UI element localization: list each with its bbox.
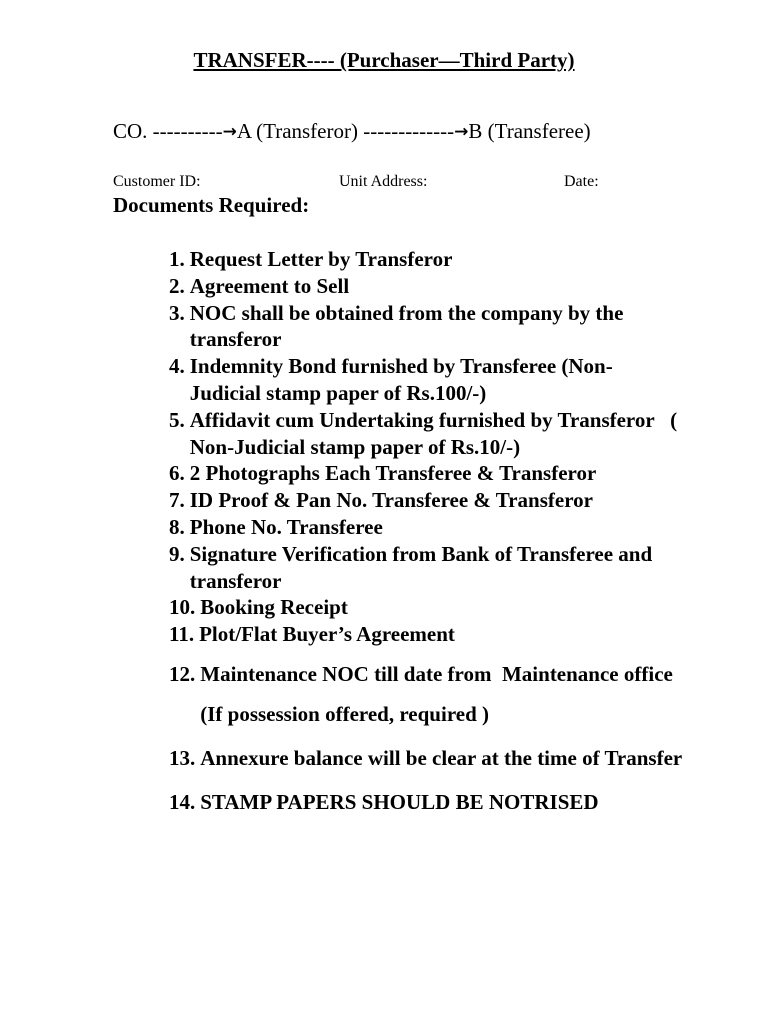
- list-item: [169, 594, 689, 621]
- list-item: [169, 407, 689, 461]
- list-item-number: 9.: [169, 541, 185, 566]
- list-item: [169, 487, 689, 514]
- list-item-number: 5.: [169, 407, 185, 432]
- list-item-number: 7.: [169, 488, 185, 513]
- list-item-text: Annexure balance will be clear at the time of Transfer: [200, 745, 683, 770]
- list-item: [169, 782, 689, 822]
- list-item: [169, 353, 689, 407]
- transfer-flow: [113, 119, 591, 144]
- list-item-number: 12.: [169, 661, 196, 686]
- list-item-number: 10.: [169, 595, 196, 620]
- right-arrow-icon: →: [454, 122, 469, 142]
- list-item: [169, 621, 689, 648]
- unit-address-label: Unit Address:: [339, 173, 428, 190]
- list-item-number: 6.: [169, 461, 185, 486]
- list-item: [169, 514, 689, 541]
- list-item-text: Plot/Flat Buyer’s Agreement: [199, 622, 455, 647]
- list-item: [169, 654, 689, 734]
- document-title: TRANSFER---- (Purchaser—Third Party): [193, 48, 575, 72]
- list-item-text: ID Proof & Pan No. Transferee & Transferor: [189, 488, 593, 513]
- documents-list: [169, 246, 689, 822]
- list-item-text: Request Letter by Transferor: [189, 247, 453, 271]
- list-item-number: 8.: [169, 514, 185, 539]
- list-item: [169, 738, 689, 778]
- list-item: [169, 460, 689, 487]
- list-item-text: Indemnity Bond furnished by Transferee (Non- Judicial stamp paper of Rs.100/-): [189, 354, 618, 405]
- right-arrow-icon: →: [222, 122, 237, 142]
- customer-id-label: Customer ID:: [113, 173, 201, 190]
- list-item-number: 2.: [169, 273, 185, 298]
- list-item-text: Phone No. Transferee: [189, 514, 383, 539]
- list-item-text: Booking Receipt: [200, 595, 348, 620]
- list-item-number: 14.: [169, 789, 196, 814]
- flow-company: CO. ----------: [113, 119, 223, 143]
- list-item: [169, 246, 689, 273]
- list-item: [169, 541, 689, 595]
- list-item-number: 4.: [169, 354, 185, 379]
- list-item-number: 1.: [169, 247, 185, 271]
- list-item-number: 11.: [169, 622, 195, 647]
- list-item-text: Agreement to Sell: [189, 273, 350, 298]
- flow-transferee: B (Transferee): [468, 119, 591, 143]
- list-item-text: Affidavit cum Undertaking furnished by Transferor ( Non-Judicial stamp paper of Rs.10/-): [189, 407, 683, 459]
- date-label: Date:: [564, 173, 599, 190]
- list-item: [169, 300, 689, 354]
- list-item: [169, 273, 689, 300]
- documents-heading: Documents Required:: [113, 193, 310, 217]
- list-item-text: 2 Photographs Each Transferee & Transferor: [189, 461, 597, 486]
- list-item-text: NOC shall be obtained from the company by the transferor: [189, 300, 629, 352]
- list-item-number: 13.: [169, 745, 196, 770]
- list-item-text: Signature Verification from Bank of Transferee and transferor: [189, 541, 658, 593]
- list-item-number: 3.: [169, 300, 185, 325]
- list-item-text: STAMP PAPERS SHOULD BE NOTRISED: [200, 789, 599, 814]
- list-item-text: Maintenance NOC till date from Maintenance office (If possession offered, required ): [200, 661, 684, 726]
- flow-transferor: A (Transferor) -------------: [236, 119, 455, 143]
